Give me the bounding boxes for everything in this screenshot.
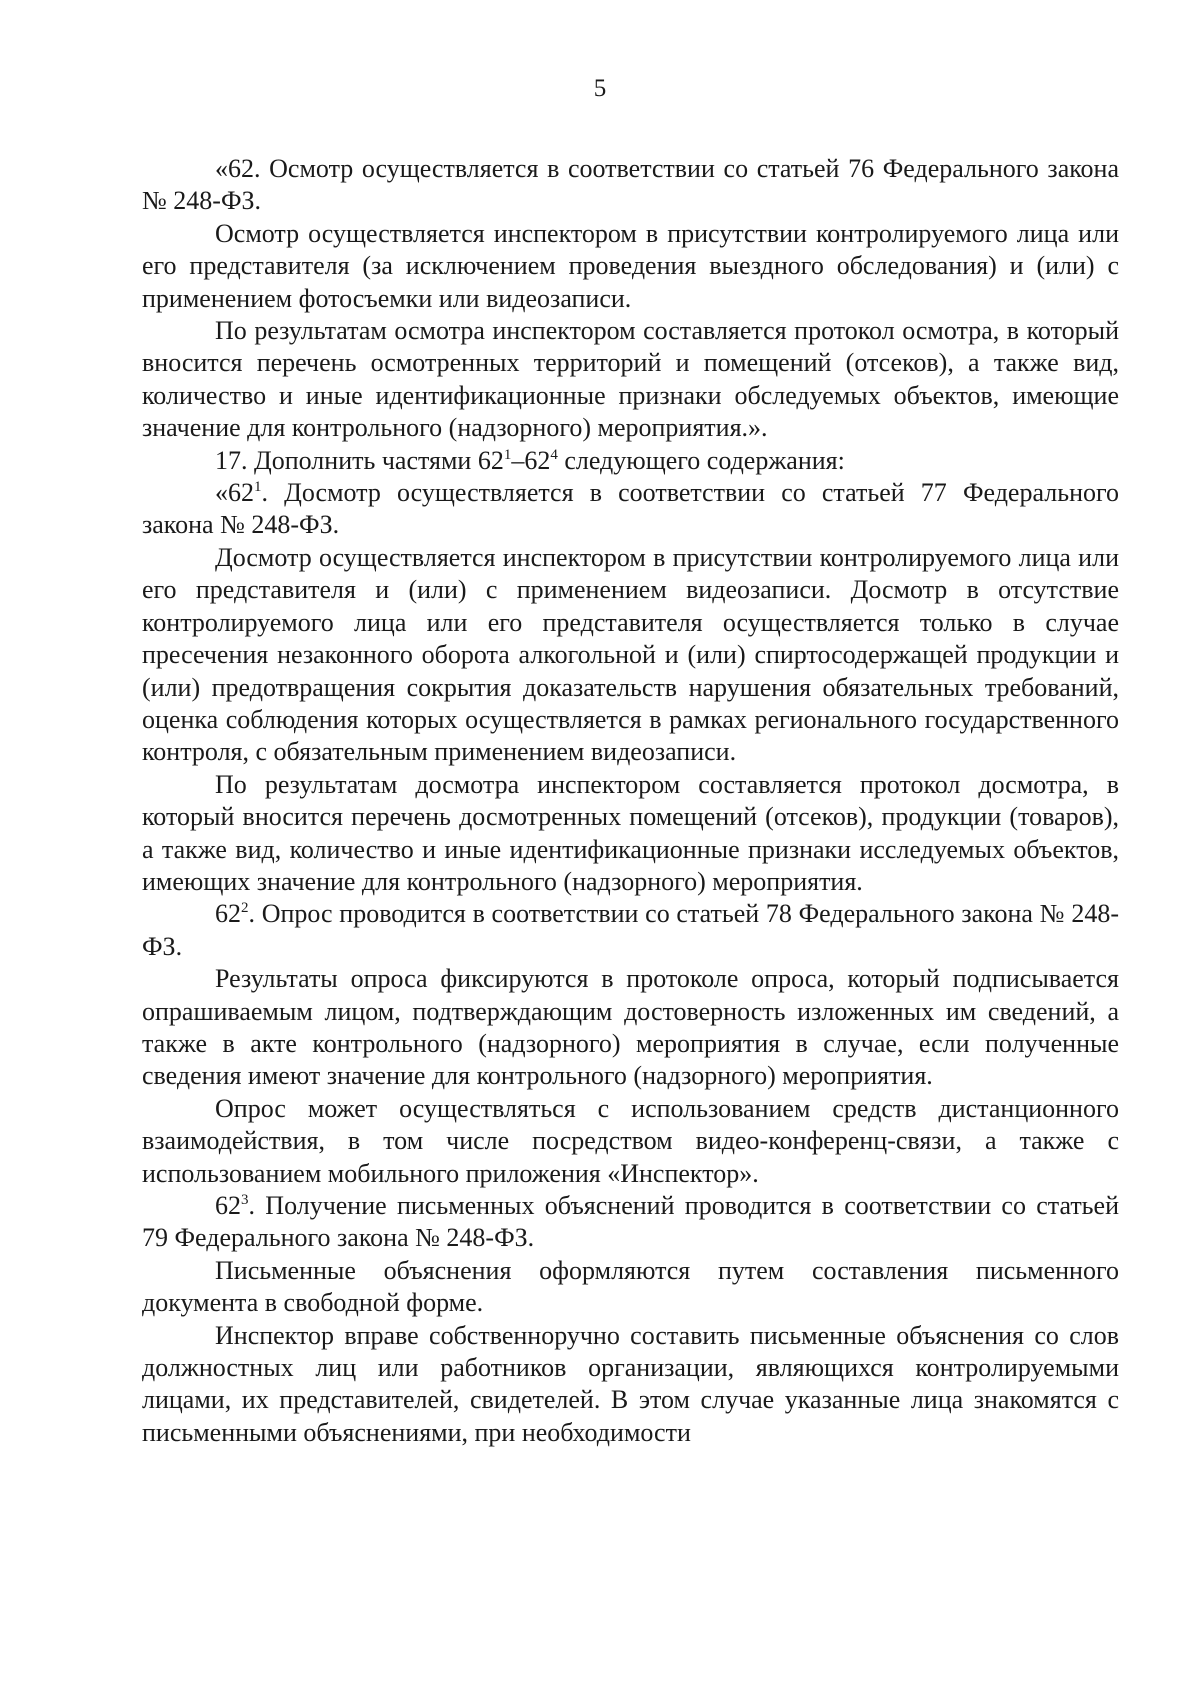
paragraph (142, 898, 1119, 963)
paragraph (142, 769, 1119, 899)
text-run: Инспектор вправе собственноручно составить письменные объяснения со слов должностных лиц или работников организации, являющихся контролируемыми лицами, их представителей, свидетелей. В этом случае указанные лица знакомятся с письменными объяснениями, при необходимости (142, 1320, 1119, 1447)
superscript: 3 (241, 1192, 249, 1208)
text-run: –62 (511, 445, 551, 475)
superscript: 1 (254, 479, 262, 496)
superscript: 1 (503, 446, 512, 463)
text-run: 17. Дополнить частями 62 (215, 445, 504, 475)
text-run: Результаты опроса фиксируются в протоколе опроса, который подписывается опрашиваемым лицом, подтверждающим достоверность изложенных им сведений, а также в акте контрольного (надзорного) мероприятия в случае, если полученные сведения имеют значение для контрольного (надзорного) мероприятия. (142, 964, 1119, 1091)
text-run: Письменные объяснения оформляются путем составления письменного документа в свободной форме. (142, 1255, 1119, 1318)
text-run: Досмотр осуществляется инспектором в присутствии контролируемого лица или его представителя и (или) с применением видеозаписи. Досмотр в отсутствие контролируемого лица или его представителя осуществляется только в случае пресечения незаконного оборота алкогольной и (или) спиртосодержащей продукции и (или) предотвращения сокрытия доказательств нарушения обязательных требований, оценка соблюдения которых осуществляется в рамках регионального государственного контроля, с обязательным применением видеозаписи. (142, 542, 1119, 767)
page-number: 5 (593, 75, 607, 102)
paragraph (142, 1320, 1119, 1450)
text-run: Опрос может осуществляться с использованием средств дистанционного взаимодействия, в том числе посредством видео-конференц-связи, а также с использованием мобильного приложения «Инспектор». (142, 1093, 1119, 1188)
text-run: 62 (215, 899, 241, 929)
text-run: . Получение письменных объяснений проводится в соответствии со статьей 79 Федерального закона № 248-ФЗ. (142, 1191, 1119, 1253)
paragraph (142, 1255, 1119, 1320)
paragraph (142, 153, 1119, 218)
text-run: По результатам осмотра инспектором составляется протокол осмотра, в который вносится перечень осмотренных территорий и помещений (отсеков), а также вид, количество и иные идентификационные признаки обследуемых объектов, имеющие значение для контрольного (надзорного) мероприятия.». (142, 316, 1119, 443)
text-run: 62 (215, 1191, 241, 1220)
paragraph (142, 1190, 1119, 1255)
text-run: «62 (215, 478, 254, 508)
text-run: Осмотр осуществляется инспектором в присутствии контролируемого лица или его представителя (за исключением проведения выездного обследования) и (или) с применением фотосъемки или видеозаписи. (142, 218, 1119, 313)
superscript: 4 (550, 446, 558, 463)
paragraph (142, 218, 1119, 315)
text-run: «62. Осмотр осуществляется в соответствии со статьей 76 Федерального закона № 248-ФЗ. (142, 154, 1119, 216)
paragraph (142, 445, 1119, 477)
text-run: следующего содержания: (557, 445, 845, 475)
document-body (142, 153, 1119, 1449)
paragraph (142, 963, 1119, 1093)
paragraph (142, 542, 1119, 769)
paragraph (142, 477, 1119, 542)
paragraph (142, 1093, 1119, 1190)
superscript: 2 (241, 900, 249, 917)
text-run: . Опрос проводится в соответствии со статьей 78 Федерального закона № 248-ФЗ. (142, 899, 1119, 961)
text-run: По результатам досмотра инспектором составляется протокол досмотра, в который вносится перечень досмотренных помещений (отсеков), продукции (товаров), а также вид, количество и иные идентификационные признаки исследуемых объектов, имеющих значение для контрольного (надзорного) мероприятия. (142, 769, 1119, 896)
paragraph (142, 315, 1119, 445)
text-run: . Досмотр осуществляется в соответствии со статьей 77 Федерального закона № 248-ФЗ. (142, 478, 1119, 540)
